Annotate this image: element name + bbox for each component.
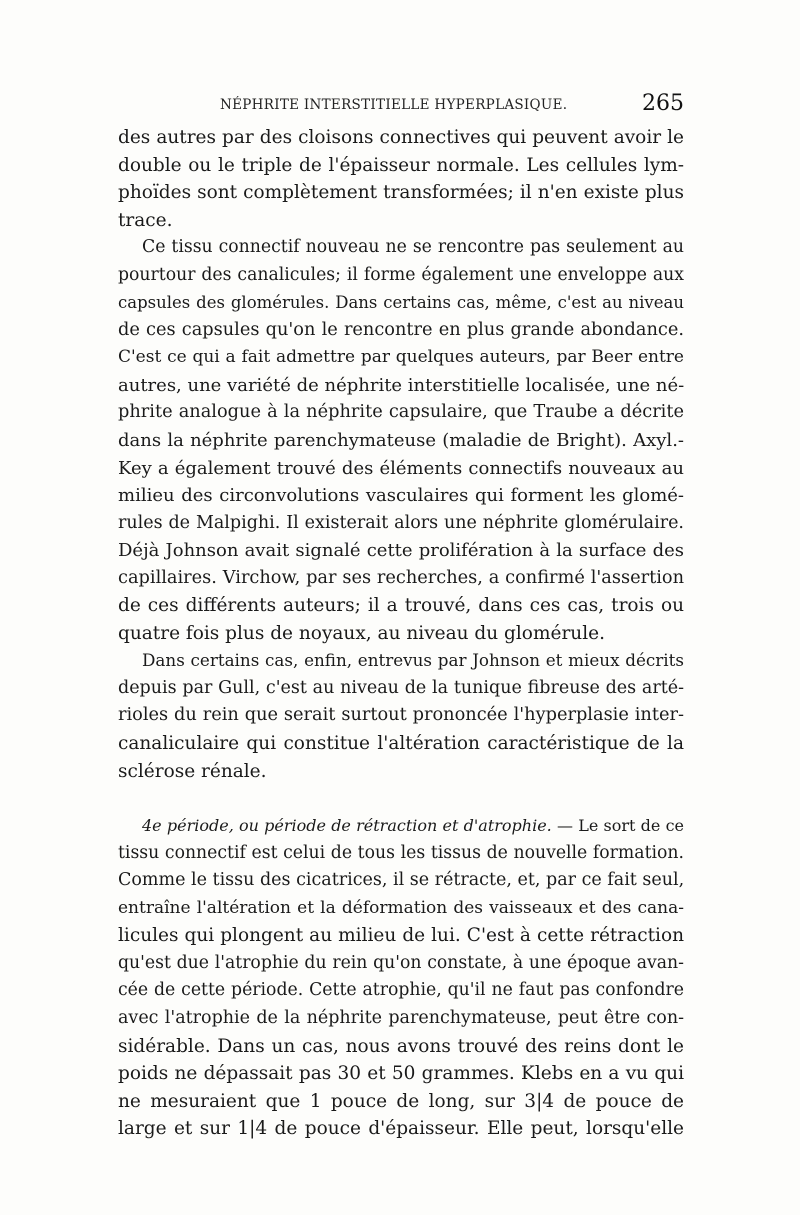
- text-line: Comme le tissu des cicatrices, il se rétracte, et, par ce fait seul,: [118, 870, 685, 891]
- text-line: sidérable. Dans un cas, nous avons trouvé des reins dont le: [118, 1035, 684, 1057]
- text-line: qu'est due l'atrophie du rein qu'on constate, à une époque avan-: [118, 952, 684, 973]
- text-line: rules de Malpighi. Il existerait alors une néphrite glomérulaire.: [118, 512, 684, 533]
- section-gap: [118, 785, 684, 812]
- text-line: des autres par des cloisons connectives qui peuvent avoir le: [118, 127, 684, 148]
- text-line: pourtour des canalicules; il forme également une enveloppe aux: [118, 264, 684, 285]
- text-line: capillaires. Virchow, par ses recherches, a confirmé l'assertion: [118, 567, 684, 588]
- text-line: de ces différents auteurs; il a trouvé, dans ces cas, trois ou: [118, 595, 684, 617]
- section-heading-line: [118, 812, 684, 840]
- text-line: quatre fois plus de noyaux, au niveau du glomérule.: [118, 622, 605, 644]
- section-heading: 4e période, ou période de rétraction et d'atrophie.: [142, 816, 552, 836]
- paragraph-4: [118, 812, 684, 1143]
- running-header: [118, 91, 684, 121]
- text-line: Ce tissu connectif nouveau ne se rencontre pas seulement au: [142, 237, 684, 258]
- heading-line-rest: — Le sort de ce: [556, 816, 684, 836]
- text-line: tissu connectif est celui de tous les tissus de nouvelle formation.: [118, 842, 684, 863]
- text-line: rioles du rein que serait surtout prononcée l'hyperplasie inter-: [118, 705, 684, 726]
- text-line: avec l'atrophie de la néphrite parenchymateuse, peut être con-: [118, 1007, 684, 1028]
- body-text: [118, 124, 684, 1143]
- text-line: sclérose rénale.: [118, 760, 267, 782]
- text-line: trace.: [118, 209, 173, 231]
- text-line: de ces capsules qu'on le rencontre en plus grande abondance.: [118, 319, 684, 340]
- text-line: Key a également trouvé des éléments connectifs nouveaux au: [118, 457, 684, 479]
- text-line: large et sur 1|4 de pouce d'épaisseur. Elle peut, lorsqu'elle: [118, 1118, 684, 1140]
- text-line: Déjà Johnson avait signalé cette prolifération à la surface des: [118, 540, 684, 562]
- text-line: milieu des circonvolutions vasculaires qui forment les glomé-: [118, 485, 684, 507]
- paragraph-2: [118, 234, 684, 647]
- text-line: C'est ce qui a fait admettre par quelques auteurs, par Beer entre: [118, 347, 684, 368]
- text-line: entraîne l'altération et la déformation des vaisseaux et des cana-: [118, 897, 684, 918]
- page-number: 265: [642, 91, 684, 116]
- running-title: NÉPHRITE INTERSTITIELLE HYPERPLASIQUE.: [220, 97, 568, 113]
- text-line: ne mesuraient que 1 pouce de long, sur 3|4 de pouce de: [118, 1090, 684, 1112]
- text-line: cée de cette période. Cette atrophie, qu'il ne faut pas confondre: [118, 980, 684, 1001]
- text-line: canaliculaire qui constitue l'altération caractéristique de la: [118, 733, 684, 755]
- text-line: poids ne dépassait pas 30 et 50 grammes. Klebs en a vu qui: [118, 1063, 684, 1085]
- text-line: phrite analogue à la néphrite capsulaire, que Traube a décrite: [118, 402, 684, 423]
- text-line: Dans certains cas, enfin, entrevus par Johnson et mieux décrits: [142, 650, 684, 671]
- text-line: phoïdes sont complètement transformées; il n'en existe plus: [118, 182, 684, 204]
- paragraph-3: [118, 647, 684, 785]
- text-line: autres, une variété de néphrite interstitielle localisée, une né-: [118, 374, 685, 396]
- text-line: dans la néphrite parenchymateuse (maladie de Bright). Axyl.-: [118, 430, 684, 452]
- text-line: capsules des glomérules. Dans certains cas, même, c'est au niveau: [118, 293, 684, 313]
- text-line: licules qui plongent au milieu de lui. C'est à cette rétraction: [118, 925, 684, 947]
- text-line: double ou le triple de l'épaisseur normale. Les cellules lym-: [118, 154, 684, 176]
- paragraph-1: [118, 124, 684, 234]
- text-line: depuis par Gull, c'est au niveau de la tunique fibreuse des arté-: [118, 677, 684, 698]
